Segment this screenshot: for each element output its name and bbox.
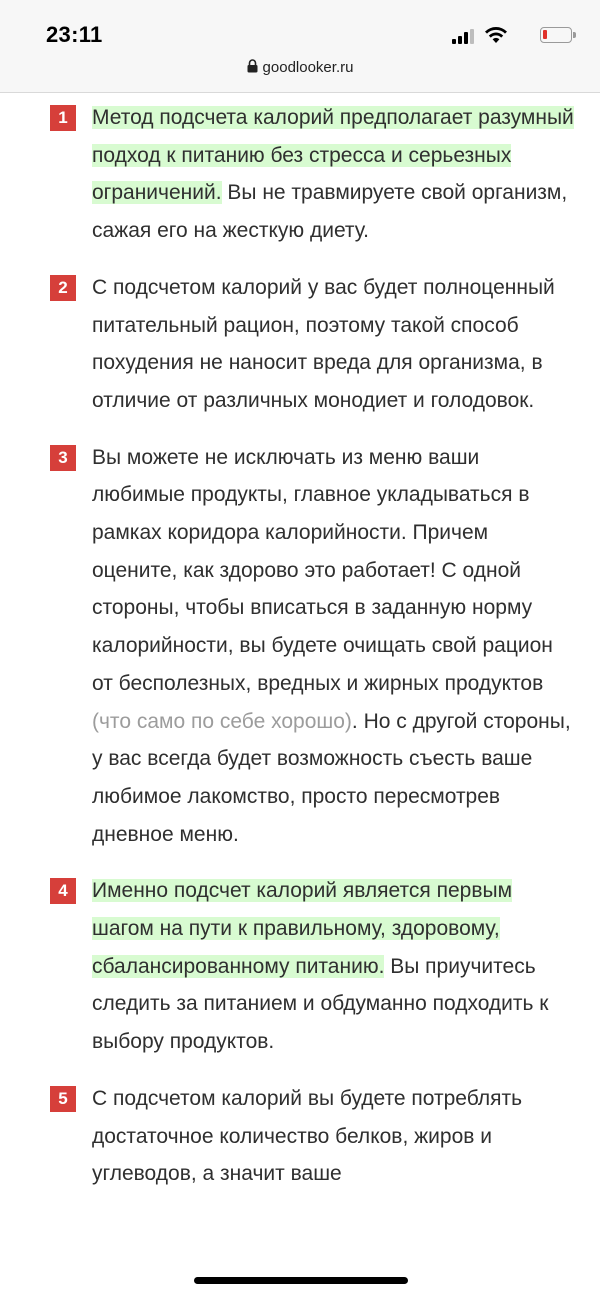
item-text bbox=[92, 872, 574, 1061]
item-body: Вы приучитесь следить за питанием и обдуманно подходить к выбору продуктов. bbox=[92, 954, 549, 1054]
item-body-continued: . Но с другой стороны, у вас всегда будет возможность съесть ваше любимое лакомство, просто пересмотрев дневное меню. bbox=[92, 709, 571, 846]
item-text bbox=[92, 439, 574, 854]
item-number: 4 bbox=[50, 878, 76, 904]
item-text: С подсчетом калорий у вас будет полноценный питательный рацион, поэтому такой способ похудения не наносит вреда для организма, в отличие от различных монодиет и голодовок. bbox=[92, 275, 555, 412]
muted-text: (что само по себе хорошо) bbox=[92, 709, 352, 733]
item-number: 3 bbox=[50, 445, 76, 471]
home-indicator[interactable] bbox=[194, 1277, 408, 1284]
list-item bbox=[0, 250, 600, 420]
address-bar[interactable] bbox=[0, 59, 600, 76]
item-body: Вы не травмируете свой организм, сажая его на жесткую диету. bbox=[92, 181, 568, 243]
list-item bbox=[0, 1061, 600, 1193]
list-item bbox=[0, 853, 600, 1061]
item-number: 5 bbox=[50, 1086, 76, 1112]
item-body: Вы можете не исключать из меню ваши любимые продукты, главное укладываться в рамках коридора калорийности. Причем оцените, как здорово это работает! С одной стороны, чтобы вписаться в заданную норму калорийности, вы будете очищать свой рацион от бесполезных, вредных и жирных продуктов bbox=[92, 445, 553, 695]
highlighted-text: Метод подсчета калорий предполагает разумный подход к питанию без стресса и серьезных ограничений. bbox=[92, 106, 574, 205]
item-text: С подсчетом калорий вы будете потреблять достаточное количество белков, жиров и углеводов, а значит ваше bbox=[92, 1086, 523, 1186]
item-text bbox=[92, 99, 574, 250]
wifi-icon bbox=[484, 26, 508, 44]
item-number: 2 bbox=[50, 275, 76, 301]
item-number: 1 bbox=[50, 105, 76, 131]
status-time: 23:11 bbox=[46, 22, 103, 47]
highlighted-text: Именно подсчет калорий является первым шагом на пути к правильному, здоровому, сбалансированному питанию. bbox=[92, 879, 513, 978]
battery-icon bbox=[540, 27, 572, 43]
lock-icon bbox=[247, 59, 258, 73]
article-list bbox=[0, 93, 600, 1193]
list-item bbox=[0, 420, 600, 854]
list-item bbox=[0, 93, 600, 250]
signal-icon bbox=[452, 28, 474, 44]
status-bar bbox=[0, 0, 600, 93]
url-text: goodlooker.ru bbox=[262, 59, 354, 76]
